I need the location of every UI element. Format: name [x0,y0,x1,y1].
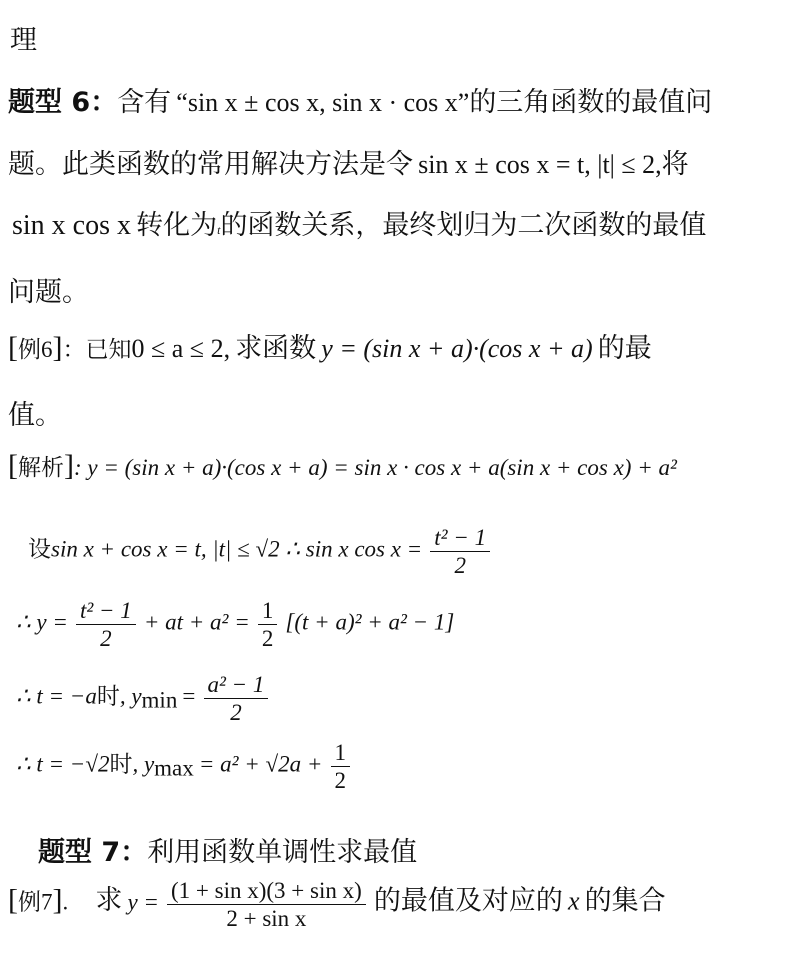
solution6-eq1: : y = (sin x + a)·(cos x + a) = sin x · cos x + a(sin x + cos x) + a² [74,455,677,480]
solution6-when5: 时 [109,751,133,777]
example6-bracket-close: ] [52,331,63,364]
solution6-frac2 [430,525,490,579]
example6-cond: 0 ≤ a ≤ 2, [131,334,231,363]
example7-tail2: 的集合 [584,885,666,917]
frac3a-num: t² − 1 [76,598,136,625]
solution6-sub-min: min [141,687,178,713]
solution6-eq5a: ∴ t = −√2 [16,751,110,777]
solution6-frac3b [258,598,278,652]
solution6-eq3b: + at + a² = [143,609,250,635]
frac3b-den: 2 [261,626,274,652]
type6-problem: 问题。 [8,277,89,308]
example7-bracket-open: [ [8,883,18,917]
solution6-line4 [16,672,271,726]
solution6-frac3a [76,598,136,652]
example6-func: y = (sin x + a)·(cos x + a) [321,334,593,363]
frac5-den: 2 [334,768,347,794]
type6-convert: 转化为 [136,210,218,241]
solution6-label: 解析 [18,455,64,480]
type6-will: 将 [661,149,689,180]
type6-prod-expr: sin x cos x [12,210,131,241]
type6-heading: 题型 6 [8,87,91,118]
example7-frac [167,878,366,932]
type7-heading-line [38,830,417,869]
example6-line [8,326,652,365]
solution6-line3 [16,598,454,652]
solution6-bracket-open: [ [8,449,18,482]
solution6-frac5 [331,740,351,794]
example7-y-eq: y = [127,889,159,915]
example7-dot: . [62,889,69,915]
solution6-eq2: sin x + cos x = t, |t| ≤ √2 ∴ sin x cos x = [51,536,423,562]
solution6-frac4 [204,672,269,726]
example6-ask: 求函数 [235,333,317,364]
example7-num: (1 + sin x)(3 + sin x) [167,878,366,905]
example7-den: 2 + sin x [226,906,307,932]
type6-expr: sin x ± cos x, sin x · cos x [187,88,458,117]
solution6-eq4c: = [182,683,196,709]
example6-bracket-open: [ [8,331,18,364]
frac3b-num: 1 [258,598,278,625]
type6-convert2: 的函数关系，最终划归为二次函数的最值 [220,210,707,241]
solution6-eq3a: ∴ y = [16,609,68,635]
solution6-eq5c: = a² + √2a + [198,751,323,777]
type6-has-prefix: 含有 [117,87,172,118]
type6-quote-close: ” [457,88,470,117]
type7-title: 利用函数单调性求最值 [147,837,418,868]
frac4-den: 2 [230,700,242,726]
frac3a-den: 2 [100,626,112,652]
solution6-bracket-close: ] [64,449,74,482]
solution6-let: 设 [28,536,51,562]
example7-x-var: x [567,886,580,916]
example7-label: 例7 [18,889,53,915]
solution6-eq5b: , y [132,751,155,777]
frac2-num: t² − 1 [430,525,490,552]
example6-tail: 的最 [597,333,652,364]
type6-t-small: t [217,223,221,237]
solution6-line5 [16,740,353,794]
solution6-eq4a: ∴ t = −a [16,683,97,709]
solution6-eq4b: , y [119,683,142,709]
solution6-line2 [28,525,493,579]
example7-tail: 的最值及对应的 [373,885,563,917]
type6-quote-open: “ [176,88,188,117]
type7-colon: ： [120,837,148,868]
example6-known: ：已知 [62,337,132,362]
example6-tail2: 值。 [8,400,62,431]
solution6-eq3c: [(t + a)² + a² − 1] [285,609,455,635]
example7-bracket-close: ] [52,883,63,917]
example6-label: 例6 [18,337,53,362]
example7-line [8,878,666,932]
type6-sub-expr: sin x ± cos x = t, |t| ≤ 2, [418,150,662,179]
continuation-text: 理 [10,25,37,56]
example7-ask: 求 [95,885,123,917]
frac4-num: a² − 1 [204,672,269,699]
type6-heading-line [8,80,712,119]
type6-line2 [8,142,689,181]
frac5-num: 1 [331,740,351,767]
type6-line3 [12,203,706,242]
type6-title-tail: 的三角函数的最值问 [469,87,713,118]
solution6-when4: 时 [96,683,120,709]
frac2-den: 2 [454,553,466,579]
type6-colon: ： [90,87,118,118]
solution6-line1 [8,449,677,483]
solution6-sub-max: max [154,755,194,781]
type7-heading: 题型 7 [38,837,121,868]
type6-title-tail2: 题。此类函数的常用解决方法是令 [8,149,413,180]
